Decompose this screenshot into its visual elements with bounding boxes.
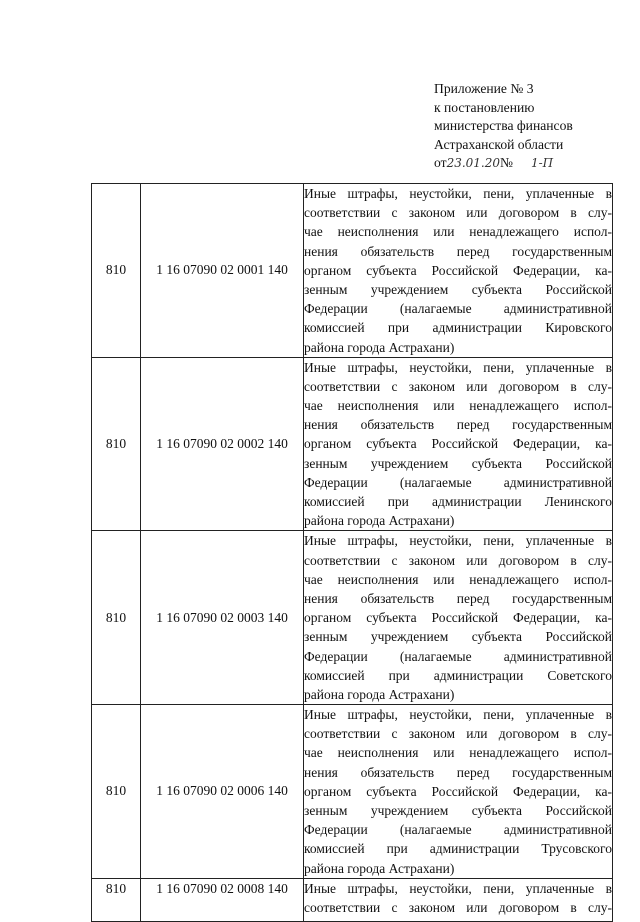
appendix-ministry: министерства финансов — [434, 118, 573, 133]
description-line: Иные штрафы, неустойки, пени, уплаченные в — [304, 359, 612, 375]
description-line: органом субъекта Российской Федерации, ка- — [304, 436, 612, 452]
description-line: района города Астрахани) — [304, 513, 455, 529]
description-line: чае неисполнения или ненадлежащего испол- — [304, 398, 612, 414]
description-line: нения обязательств перед государственным — [304, 243, 612, 259]
appendix-resolution-ref: к постановлению — [434, 99, 535, 115]
number-label: № — [500, 155, 513, 170]
description-cell — [304, 705, 613, 879]
description-cell — [304, 184, 613, 358]
description-line: Федерации (налагаемые административной — [304, 648, 612, 664]
admin-code-cell: 810 — [92, 357, 141, 531]
description-line: органом субъекта Российской Федерации, ка- — [304, 262, 612, 278]
table-row — [92, 878, 613, 921]
handwritten-date: 23.01.20 — [446, 156, 500, 170]
description-line: комиссией при администрации Кировского — [304, 320, 612, 336]
table-row — [92, 357, 613, 531]
table-row — [92, 705, 613, 879]
handwritten-number: 1-П — [530, 156, 554, 170]
table-row — [92, 531, 613, 705]
description-line: комиссией при администрации Трусовского — [304, 841, 612, 857]
description-line: района города Астрахани) — [304, 339, 455, 355]
admin-code-cell: 810 — [92, 531, 141, 705]
description-line: зенным учреждением субъекта Российской — [304, 281, 612, 297]
description-line: зенным учреждением субъекта Российской — [304, 455, 612, 471]
description-line: нения обязательств перед государственным — [304, 417, 612, 433]
description-line: комиссией при администрации Советского — [304, 667, 612, 683]
description-line: Иные штрафы, неустойки, пени, уплаченные в — [304, 880, 612, 896]
description-line: органом субъекта Российской Федерации, ка- — [304, 610, 612, 626]
appendix-region: Астраханской области — [434, 136, 564, 152]
admin-code-cell: 810 — [92, 878, 141, 921]
description-line: Иные штрафы, неустойки, пени, уплаченные в — [304, 707, 612, 723]
kbk-code-cell: 1 16 07090 02 0003 140 — [141, 531, 304, 705]
description-line: соответствии с законом или договором в слу- — [304, 552, 612, 568]
description-line: зенным учреждением субъекта Российской — [304, 629, 612, 645]
description-line: Иные штрафы, неустойки, пени, уплаченные в — [304, 533, 612, 549]
appendix-header — [434, 80, 634, 173]
description-line: чае неисполнения или ненадлежащего испол- — [304, 571, 612, 587]
kbk-code-cell: 1 16 07090 02 0006 140 — [141, 705, 304, 879]
description-line: нения обязательств перед государственным — [304, 764, 612, 780]
description-cell — [304, 531, 613, 705]
description-line: Федерации (налагаемые административной — [304, 301, 612, 317]
admin-code-cell: 810 — [92, 184, 141, 358]
description-cell — [304, 878, 613, 921]
description-line: Иные штрафы, неустойки, пени, уплаченные в — [304, 186, 612, 201]
description-cell — [304, 357, 613, 531]
description-line: соответствии с законом или договором в слу- — [304, 899, 612, 915]
admin-code-cell: 810 — [92, 705, 141, 879]
kbk-table-body — [92, 184, 613, 922]
description-line: комиссией при администрации Ленинского — [304, 494, 612, 509]
description-line: Федерации (налагаемые административной — [304, 474, 612, 490]
description-line: соответствии с законом или договором в слу- — [304, 205, 612, 221]
kbk-code-cell: 1 16 07090 02 0002 140 — [141, 357, 304, 531]
description-line: зенным учреждением субъекта Российской — [304, 803, 612, 818]
description-line: района города Астрахани) — [304, 860, 455, 876]
description-line: нения обязательств перед государственным — [304, 590, 612, 606]
appendix-date-line — [434, 154, 634, 173]
description-line: чае неисполнения или ненадлежащего испол- — [304, 745, 612, 761]
appendix-number: Приложение № 3 — [434, 81, 534, 96]
description-line: чае неисполнения или ненадлежащего испол- — [304, 224, 612, 240]
description-line: соответствии с законом или договором в слу- — [304, 378, 612, 394]
kbk-code-cell: 1 16 07090 02 0001 140 — [141, 184, 304, 358]
description-line: Федерации (налагаемые административной — [304, 822, 612, 838]
description-line: органом субъекта Российской Федерации, ка- — [304, 783, 612, 799]
kbk-code-cell: 1 16 07090 02 0008 140 — [141, 878, 304, 921]
description-line: района города Астрахани) — [304, 686, 455, 702]
kbk-table — [91, 183, 613, 922]
date-prefix: от — [434, 155, 447, 170]
table-row — [92, 184, 613, 358]
description-line: соответствии с законом или договором в слу- — [304, 726, 612, 742]
